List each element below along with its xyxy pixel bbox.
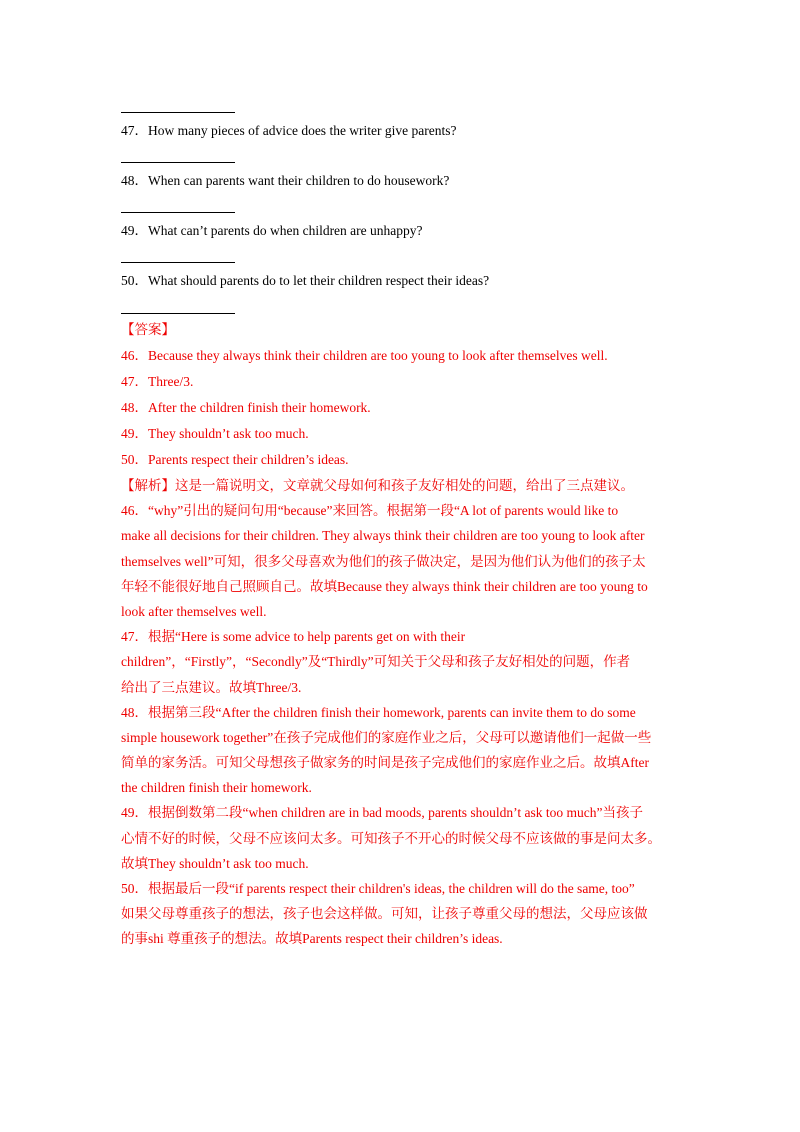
- analysis-block: [121, 473, 686, 952]
- analysis-line: 如果父母尊重孩子的想法，孩子也会这样做。可知，让孩子尊重父母的想法，父母应该做: [121, 906, 648, 922]
- analysis-line: simple housework together”在孩子完成他们的家庭作业之后，父母可以邀请他们一起做一些: [121, 729, 652, 745]
- answer-47: 47．Three/3.: [121, 374, 194, 389]
- analysis-line: 简单的家务活。可知父母想孩子做家务的时间是孩子完成他们的家庭作业之后。故填After: [121, 755, 649, 771]
- question-number: 50．: [121, 273, 148, 288]
- question-number: 48．: [121, 173, 148, 188]
- answer-blank-48[interactable]: [121, 212, 235, 213]
- answer-50: 50．Parents respect their children’s ideas.: [121, 452, 349, 467]
- analysis-line: 给出了三点建议。故填Three/3.: [121, 679, 302, 695]
- question-number: 49．: [121, 223, 148, 238]
- analysis-line: 47．根据“Here is some advice to help parents get on with their: [121, 629, 466, 645]
- analysis-line: 故填They shouldn’t ask too much.: [121, 855, 309, 871]
- answer-heading: 【答案】: [121, 322, 175, 337]
- analysis-line: 【解析】这是一篇说明文，文章就父母如何和孩子友好相处的问题，给出了三点建议。: [121, 478, 634, 493]
- question-text: What can’t parents do when children are unhappy?: [148, 223, 423, 238]
- analysis-line: make all decisions for their children. They always think their children are too young to look after: [121, 528, 645, 544]
- analysis-line: 年轻不能很好地自己照顾自己。故填Because they always think their children are too young to: [121, 578, 648, 594]
- analysis-line: 46．“why”引出的疑问句用“because”来回答。根据第一段“A lot of parents would like to: [121, 503, 619, 519]
- analysis-line: themselves well”可知，很多父母喜欢为他们的孩子做决定，是因为他们认为他们的孩子太: [121, 553, 646, 569]
- analysis-line: 50．根据最后一段“if parents respect their children's ideas, the children will do the same, too”: [121, 881, 635, 896]
- question-text: When can parents want their children to do housework?: [148, 173, 450, 188]
- question-49: [121, 222, 423, 240]
- question-number: 47．: [121, 123, 148, 138]
- answer-49: 49．They shouldn’t ask too much.: [121, 426, 309, 441]
- question-48: [121, 172, 449, 190]
- answer-blank-50[interactable]: [121, 313, 235, 314]
- answer-46: 46．Because they always think their children are too young to look after themselves well.: [121, 348, 608, 363]
- analysis-line: 49．根据倒数第二段“when children are in bad moods, parents shouldn’t ask too much”当孩子: [121, 805, 644, 821]
- analysis-line: 48．根据第三段“After the children finish their homework, parents can invite them to do some: [121, 704, 636, 720]
- answer-blank-47[interactable]: [121, 162, 235, 163]
- question-text: How many pieces of advice does the writer give parents?: [148, 123, 457, 138]
- analysis-line: children”，“Firstly”，“Secondly”及“Thirdly”可知关于父母和孩子友好相处的问题，作者: [121, 654, 631, 670]
- question-text: What should parents do to let their children respect their ideas?: [148, 273, 490, 288]
- answer-blank-46[interactable]: [121, 112, 235, 113]
- question-47: [121, 122, 457, 140]
- question-50: [121, 272, 489, 290]
- analysis-line: the children finish their homework.: [121, 780, 312, 796]
- answer-48: 48．After the children finish their homework.: [121, 400, 371, 415]
- analysis-line: 心情不好的时候，父母不应该问太多。可知孩子不开心的时候父母不应该做的事是问太多。: [121, 830, 661, 846]
- analysis-line: look after themselves well.: [121, 603, 267, 619]
- answer-blank-49[interactable]: [121, 262, 235, 263]
- analysis-line: 的事shi 尊重孩子的想法。故填Parents respect their children’s ideas.: [121, 931, 503, 947]
